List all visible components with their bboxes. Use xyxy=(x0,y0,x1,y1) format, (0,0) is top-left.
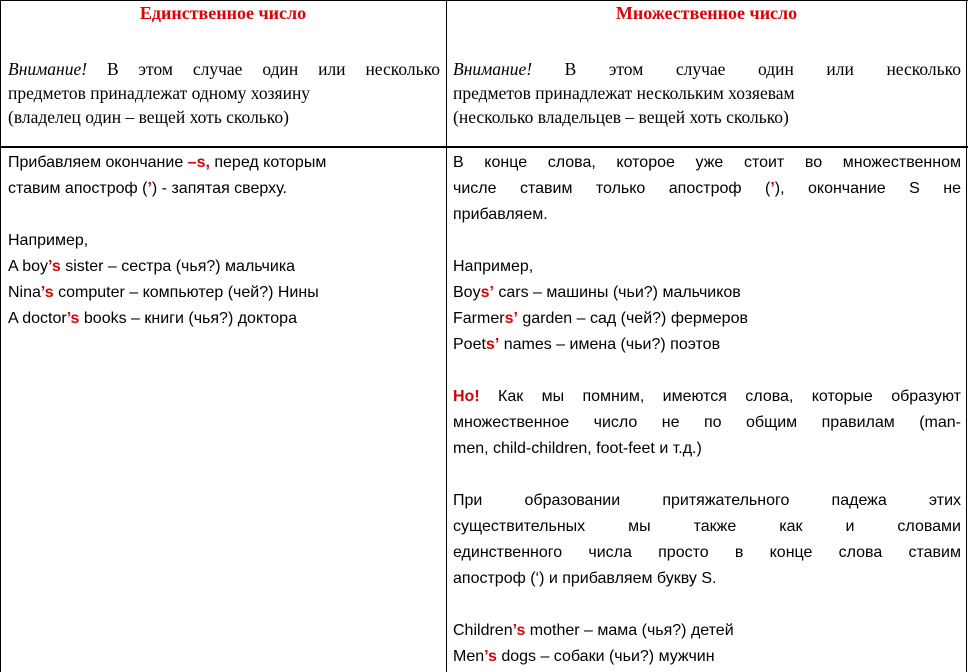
table-border-right xyxy=(966,0,967,672)
plural-irregular-example: Children’s mother – мама (чья?) детей xyxy=(453,622,734,639)
plural-exception-line-2: множественное число не по общим правилам (man- xyxy=(453,414,961,431)
plural-formation-line-2: существительных мы также как и словами xyxy=(453,518,961,535)
plural-note-line-1: В этом случае один или несколько xyxy=(532,59,961,79)
plural-rule-line-1: В конце слова, которое уже стоит во множественном xyxy=(453,154,961,171)
table-border-middle xyxy=(446,0,447,672)
singular-rule-line-1: Прибавляем окончание –s, перед которым xyxy=(8,154,327,171)
singular-example: Nina’s computer – компьютер (чей?) Нины xyxy=(8,284,319,301)
singular-note-label: Внимание! xyxy=(8,59,88,79)
plural-example: Poets’ names – имена (чьи?) поэтов xyxy=(453,336,721,353)
singular-rule-line-2: ставим апостроф (’) - запятая сверху. xyxy=(8,180,287,197)
plural-rule-line-3: прибавляем. xyxy=(453,206,548,223)
plural-note-line-3: (несколько владельцев – вещей хоть сколько) xyxy=(453,107,789,127)
plural-formation-line-3: единственного числа просто в конце слова ставим xyxy=(453,544,961,561)
singular-note xyxy=(8,57,440,129)
table-border-left xyxy=(0,0,1,672)
singular-example: A doctor’s books – книги (чья?) доктора xyxy=(8,310,297,327)
plural-formation-line-4: апостроф (‘) и прибавляем букву S. xyxy=(453,570,717,587)
singular-example: A boy’s sister – сестра (чья?) мальчика xyxy=(8,258,296,275)
plural-example: Boys’ cars – машины (чьи?) мальчиков xyxy=(453,284,741,301)
plural-formation-line-1: При образовании притяжательного падежа этих xyxy=(453,492,961,509)
plural-note-label: Внимание! xyxy=(453,59,533,79)
singular-note-line-1: В этом случае один или несколько xyxy=(87,59,440,79)
spacer xyxy=(8,202,440,228)
plural-exception-line-1: Но! Как мы помним, имеются слова, которые образуют xyxy=(453,388,961,405)
spacer xyxy=(453,358,961,384)
singular-note-line-3: (владелец один – вещей хоть сколько) xyxy=(8,107,289,127)
spacer xyxy=(453,592,961,618)
spacer xyxy=(453,228,961,254)
plural-example-heading: Например, xyxy=(453,258,534,275)
table-row-divider xyxy=(0,146,968,148)
plural-irregular-example: Men’s dogs – собаки (чьи?) мужчин xyxy=(453,648,715,665)
table-border-top xyxy=(0,0,968,1)
plural-column-title: Множественное число xyxy=(615,3,798,23)
plural-example: Farmers’ garden – сад (чей?) фермеров xyxy=(453,310,748,327)
singular-example-heading: Например, xyxy=(8,232,89,249)
plural-rule-line-2: числе ставим только апостроф (’), окончание S не xyxy=(453,180,962,197)
singular-rules xyxy=(8,150,440,332)
plural-note-line-2: предметов принадлежат нескольким хозяевам xyxy=(453,83,795,103)
plural-exception-line-3: men, child-children, foot-feet и т.д.) xyxy=(453,440,702,457)
singular-column-title: Единственное число xyxy=(139,3,307,23)
singular-note-line-2: предметов принадлежат одному хозяину xyxy=(8,83,311,103)
spacer xyxy=(453,462,961,488)
plural-note xyxy=(453,57,961,129)
plural-rules xyxy=(453,150,961,670)
